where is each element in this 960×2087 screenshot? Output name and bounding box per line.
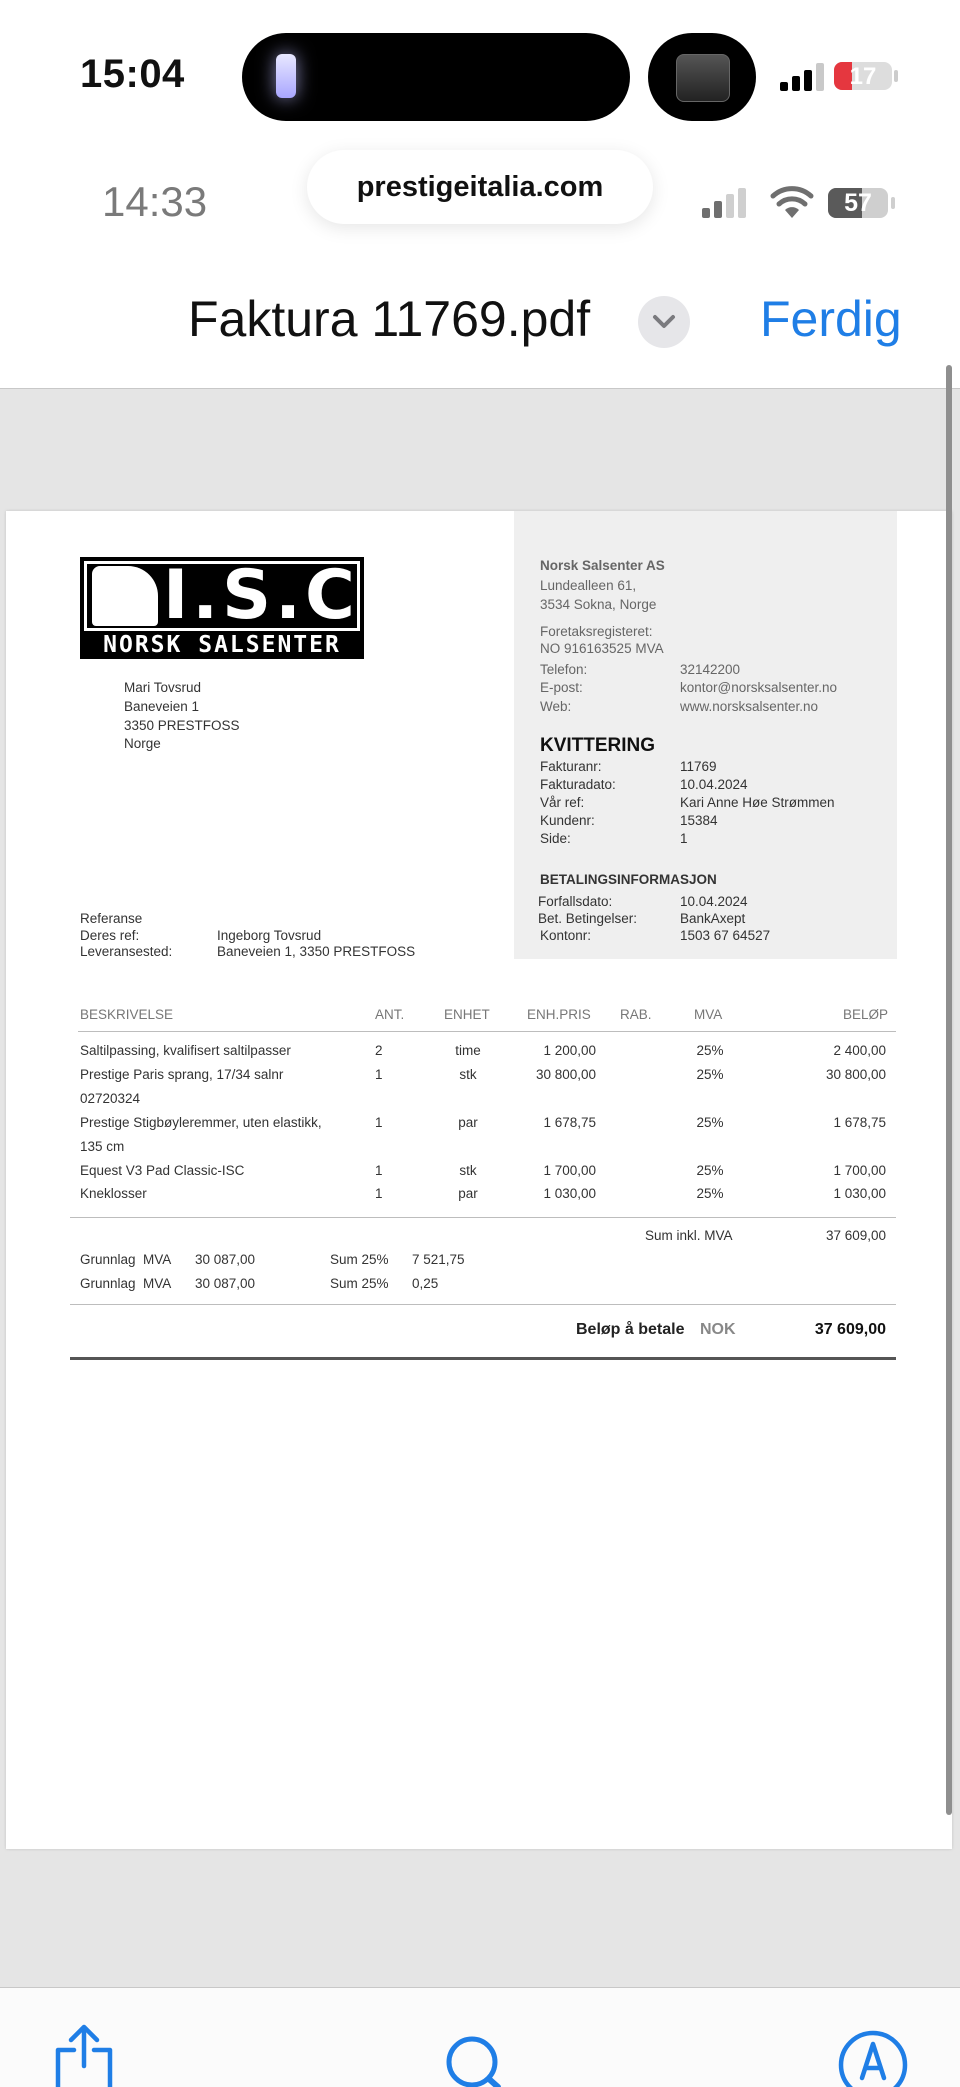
sum-incl-vat-value: 37 609,00 — [825, 1228, 886, 1243]
document-title[interactable]: Faktura 11769.pdf — [188, 291, 591, 347]
row4-vat: 25% — [696, 1163, 724, 1178]
invoice-date-value: 10.04.2024 — [680, 777, 748, 792]
table-header-rule — [78, 1031, 896, 1032]
amount-due-label: Beløp å betale — [576, 1321, 685, 1338]
row5-description: Kneklosser — [80, 1186, 147, 1201]
row4-quantity: 1 — [375, 1163, 383, 1178]
register-value: NO 916163525 MVA — [540, 641, 664, 656]
register-label: Foretaksregisteret: — [540, 624, 653, 639]
row2-unit: stk — [459, 1067, 477, 1082]
due-date-label: Forfallsdato: — [538, 894, 613, 909]
payment-terms-value: BankAxept — [680, 911, 746, 926]
our-ref-label: Vår ref: — [540, 795, 585, 810]
web-label: Web: — [540, 699, 572, 714]
inner-battery-icon — [828, 188, 888, 218]
col-discount: RAB. — [620, 1007, 652, 1022]
invoice-date-label: Fakturadato: — [540, 777, 616, 792]
horse-head-icon — [92, 566, 158, 626]
row2-description: Prestige Paris sprang, 17/34 salnr — [80, 1067, 284, 1082]
invoice-number-value: 11769 — [680, 759, 717, 774]
row4-description: Equest V3 Pad Classic-ISC — [80, 1163, 245, 1178]
vat-base-label-1: Grunnlag MVA — [80, 1252, 172, 1267]
row3-description: Prestige Stigbøyleremmer, uten elastikk, — [80, 1115, 322, 1130]
recipient-street: Baneveien 1 — [124, 699, 200, 714]
row5-vat: 25% — [696, 1186, 724, 1201]
row5-amount: 1 030,00 — [833, 1186, 886, 1201]
vat-rate-value-2: 0,25 — [412, 1276, 439, 1291]
our-ref-value: Kari Anne Høe Strømmen — [680, 795, 835, 810]
vat-rate-label-2: Sum 25% — [330, 1276, 389, 1291]
row2-amount: 30 800,00 — [825, 1067, 886, 1082]
col-unit-price: ENH.PRIS — [527, 1007, 591, 1022]
url-pill[interactable]: prestigeitalia.com — [307, 150, 653, 224]
battery-level: 17 — [849, 63, 877, 90]
row2-vat: 25% — [696, 1067, 724, 1082]
vat-bottom-rule — [70, 1304, 896, 1305]
row5-quantity: 1 — [375, 1186, 383, 1201]
logo-text: I.S.C. — [163, 556, 389, 635]
delivery-value: Baneveien 1, 3350 PRESTFOSS — [217, 944, 416, 959]
col-quantity: ANT. — [375, 1007, 405, 1022]
amount-due-value: 37 609,00 — [814, 1321, 886, 1338]
phone-label: Telefon: — [540, 662, 588, 677]
vat-base-value-1: 30 087,00 — [195, 1252, 256, 1267]
invoice-number-label: Fakturanr: — [540, 759, 602, 774]
your-ref-value: Ingeborg Tovsrud — [217, 928, 322, 943]
flashlight-icon — [276, 54, 296, 98]
dynamic-island[interactable] — [242, 33, 630, 121]
row3-unit: par — [458, 1115, 478, 1130]
account-number-value: 1503 67 64527 — [680, 928, 771, 943]
row5-unit-price: 1 030,00 — [543, 1186, 596, 1201]
row1-unit-price: 1 200,00 — [543, 1043, 596, 1058]
due-date-value: 10.04.2024 — [680, 894, 748, 909]
logo-subtitle: NORSK SALSENTER — [103, 632, 341, 658]
row1-description: Saltilpassing, kvalifisert saltilpasser — [80, 1043, 291, 1058]
delivery-label: Leveransested: — [80, 944, 173, 959]
battery-cap — [894, 70, 898, 82]
row3-amount: 1 678,75 — [833, 1115, 886, 1130]
recipient-name: Mari Tovsrud — [124, 680, 202, 695]
email-value: kontor@norsksalsenter.no — [680, 680, 838, 695]
customer-number-label: Kundenr: — [540, 813, 595, 828]
row3-vat: 25% — [696, 1115, 724, 1130]
inner-battery-cap — [891, 197, 895, 209]
row1-amount: 2 400,00 — [833, 1043, 886, 1058]
app-thumbnail-icon — [676, 54, 730, 102]
customer-number-value: 15384 — [680, 813, 718, 828]
company-address2: 3534 Sokna, Norge — [540, 597, 657, 612]
wifi-icon — [770, 184, 814, 220]
row4-unit-price: 1 700,00 — [543, 1163, 596, 1178]
inner-signal-icon — [702, 188, 748, 218]
search-icon[interactable] — [440, 2030, 510, 2087]
done-button[interactable]: Ferdig — [760, 291, 902, 347]
inner-battery-level: 57 — [844, 189, 872, 217]
col-description: BESKRIVELSE — [80, 1007, 174, 1022]
account-number-label: Kontonr: — [540, 928, 592, 943]
row2-unit-price: 30 800,00 — [535, 1067, 596, 1082]
payment-heading: BETALINGSINFORMASJON — [540, 872, 717, 887]
email-label: E-post: — [540, 680, 583, 695]
reference-heading: Referanse — [80, 911, 143, 926]
recipient-country: Norge — [124, 736, 161, 751]
sum-incl-vat-label: Sum inkl. MVA — [645, 1228, 733, 1243]
page-value: 1 — [680, 831, 688, 846]
col-vat: MVA — [694, 1007, 723, 1022]
payment-terms-label: Bet. Betingelser: — [538, 911, 638, 926]
your-ref-label: Deres ref: — [80, 928, 140, 943]
amount-due-currency: NOK — [700, 1321, 736, 1338]
col-amount: BELØP — [842, 1007, 888, 1022]
row2-description-cont: 02720324 — [80, 1091, 141, 1106]
cellular-signal-icon — [780, 63, 826, 91]
col-unit: ENHET — [444, 1007, 490, 1022]
scrollbar[interactable] — [946, 365, 952, 1815]
row3-quantity: 1 — [375, 1115, 383, 1130]
company-address1: Lundealleen 61, — [540, 578, 637, 593]
vat-base-value-2: 30 087,00 — [195, 1276, 256, 1291]
row4-amount: 1 700,00 — [833, 1163, 886, 1178]
recipient-city: 3350 PRESTFOSS — [124, 718, 240, 733]
row1-vat: 25% — [696, 1043, 724, 1058]
chevron-down-icon — [638, 296, 690, 348]
page-label: Side: — [540, 831, 571, 846]
total-rule — [70, 1357, 896, 1360]
row1-unit: time — [455, 1043, 481, 1058]
company-name: Norsk Salsenter AS — [540, 558, 665, 573]
vat-rate-value-1: 7 521,75 — [412, 1252, 465, 1267]
receipt-heading: KVITTERING — [540, 735, 656, 756]
web-value: www.norsksalsenter.no — [680, 699, 819, 714]
row2-quantity: 1 — [375, 1067, 383, 1082]
markup-icon[interactable] — [836, 2028, 910, 2087]
inner-status-time: 14:33 — [102, 178, 208, 225]
row5-unit: par — [458, 1186, 478, 1201]
table-bottom-rule — [70, 1217, 896, 1218]
battery-icon — [834, 62, 892, 90]
vat-base-label-2: Grunnlag MVA — [80, 1276, 172, 1291]
title-menu-button[interactable] — [638, 296, 690, 348]
row3-unit-price: 1 678,75 — [543, 1115, 596, 1130]
phone-value: 32142200 — [680, 662, 741, 677]
status-time: 15:04 — [80, 52, 185, 96]
row4-unit: stk — [459, 1163, 477, 1178]
vat-rate-label-1: Sum 25% — [330, 1252, 389, 1267]
row1-quantity: 2 — [375, 1043, 383, 1058]
row3-description-cont: 135 cm — [80, 1139, 125, 1154]
share-icon[interactable] — [48, 2022, 120, 2087]
